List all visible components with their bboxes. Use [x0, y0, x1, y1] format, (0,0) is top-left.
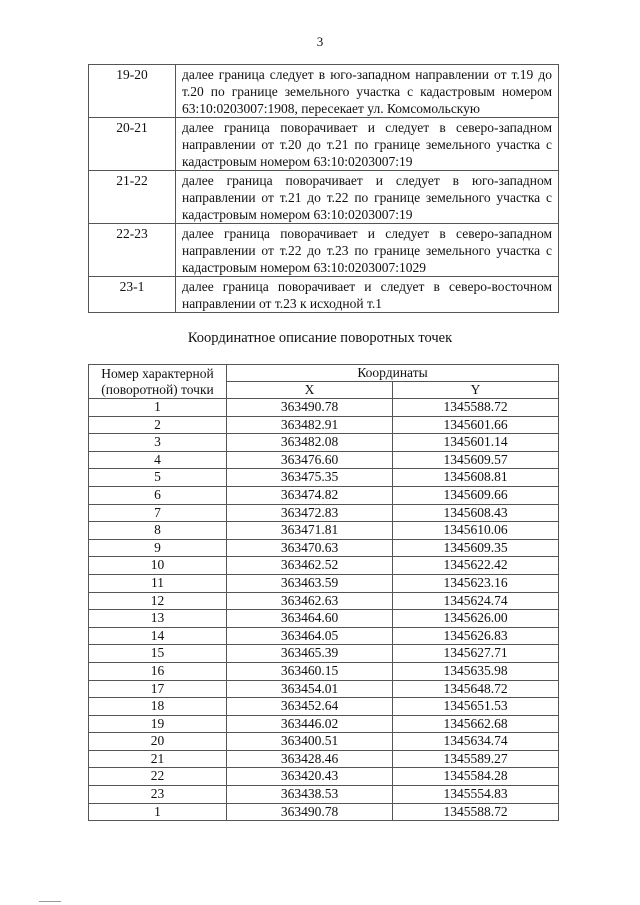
point-number-cell: 12: [89, 592, 227, 610]
y-coordinate-cell: 1345609.57: [393, 451, 559, 469]
point-number-cell: 13: [89, 610, 227, 628]
table-row: [89, 469, 559, 487]
point-number-cell: 9: [89, 539, 227, 557]
x-coordinate-cell: 363438.53: [227, 786, 393, 804]
table-row: [89, 574, 559, 592]
description-cell: далее граница поворачивает и следует в северо-западном направлении от т.20 до т.21 по границе земельного участка с кадастровым номером 63:10:0203007:19: [176, 118, 559, 171]
section-title: Координатное описание поворотных точек: [187, 330, 453, 346]
segment-cell: 21-22: [89, 171, 176, 224]
x-coordinate-cell: 363471.81: [227, 522, 393, 540]
x-coordinate-cell: 363462.63: [227, 592, 393, 610]
page-number: 3: [316, 34, 324, 49]
table-row: [89, 733, 559, 751]
y-coordinate-cell: 1345601.14: [393, 434, 559, 452]
point-number-cell: 11: [89, 574, 227, 592]
point-number-cell: 15: [89, 645, 227, 663]
y-coordinate-cell: 1345651.53: [393, 698, 559, 716]
x-coordinate-cell: 363490.78: [227, 803, 393, 821]
x-coordinate-cell: 363465.39: [227, 645, 393, 663]
table-row: [89, 645, 559, 663]
y-coordinate-cell: 1345623.16: [393, 574, 559, 592]
table-row: [89, 627, 559, 645]
point-number-cell: 4: [89, 451, 227, 469]
table-row: [89, 118, 559, 171]
x-coordinate-cell: 363482.08: [227, 434, 393, 452]
table-row: [89, 65, 559, 118]
y-coordinate-cell: 1345624.74: [393, 592, 559, 610]
point-number-cell: 2: [89, 416, 227, 434]
y-coordinate-cell: 1345622.42: [393, 557, 559, 575]
table-row: [89, 750, 559, 768]
point-number-cell: 1: [89, 399, 227, 417]
point-number-cell: 5: [89, 469, 227, 487]
segment-cell: 22-23: [89, 224, 176, 277]
y-coordinate-cell: 1345635.98: [393, 662, 559, 680]
table-row: [89, 416, 559, 434]
description-cell: далее граница поворачивает и следует в северо-восточном направлении от т.23 к исходной т.1: [176, 277, 559, 313]
segment-cell: 19-20: [89, 65, 176, 118]
point-number-cell: 17: [89, 680, 227, 698]
x-coordinate-cell: 363446.02: [227, 715, 393, 733]
table-row: [89, 539, 559, 557]
x-coordinate-cell: 363475.35: [227, 469, 393, 487]
y-coordinate-cell: 1345648.72: [393, 680, 559, 698]
table-row: [89, 662, 559, 680]
y-coordinate-cell: 1345609.35: [393, 539, 559, 557]
x-coordinate-cell: 363476.60: [227, 451, 393, 469]
table-row: [89, 399, 559, 417]
y-coordinate-cell: 1345601.66: [393, 416, 559, 434]
y-coordinate-cell: 1345609.66: [393, 486, 559, 504]
table-row: [89, 715, 559, 733]
y-coordinate-cell: 1345554.83: [393, 786, 559, 804]
x-coordinate-cell: 363464.05: [227, 627, 393, 645]
point-number-cell: 22: [89, 768, 227, 786]
y-header: Y: [393, 382, 559, 399]
table-row: [89, 277, 559, 313]
table-row: [89, 486, 559, 504]
table-row: [89, 522, 559, 540]
table-row: [89, 171, 559, 224]
point-number-cell: 20: [89, 733, 227, 751]
x-coordinate-cell: 363470.63: [227, 539, 393, 557]
table-row: [89, 768, 559, 786]
point-number-cell: 1: [89, 803, 227, 821]
header-row: [89, 365, 559, 382]
point-number-header: Номер характерной (поворотной) точки: [89, 365, 227, 399]
y-coordinate-cell: 1345610.06: [393, 522, 559, 540]
point-number-cell: 3: [89, 434, 227, 452]
boundary-description-table: [88, 64, 559, 313]
y-coordinate-cell: 1345584.28: [393, 768, 559, 786]
y-coordinate-cell: 1345626.00: [393, 610, 559, 628]
y-coordinate-cell: 1345626.83: [393, 627, 559, 645]
point-number-cell: 14: [89, 627, 227, 645]
point-number-cell: 21: [89, 750, 227, 768]
x-coordinate-cell: 363420.43: [227, 768, 393, 786]
point-number-cell: 6: [89, 486, 227, 504]
x-header: X: [227, 382, 393, 399]
x-coordinate-cell: 363472.83: [227, 504, 393, 522]
x-coordinate-cell: 363460.15: [227, 662, 393, 680]
coordinates-body: [89, 399, 559, 821]
x-coordinate-cell: 363474.82: [227, 486, 393, 504]
description-cell: далее граница поворачивает и следует в юго-западном направлении от т.21 до т.22 по границе земельного участка с кадастровым номером 63:10:0203007:19: [176, 171, 559, 224]
table-row: [89, 698, 559, 716]
table-row: [89, 592, 559, 610]
footnote-divider: [39, 901, 61, 902]
point-number-cell: 7: [89, 504, 227, 522]
point-number-cell: 10: [89, 557, 227, 575]
table-row: [89, 504, 559, 522]
x-coordinate-cell: 363464.60: [227, 610, 393, 628]
x-coordinate-cell: 363482.91: [227, 416, 393, 434]
table-row: [89, 434, 559, 452]
description-cell: далее граница следует в юго-западном направлении от т.19 до т.20 по границе земельного участка с кадастровым номером 63:10:0203007:1908, пересекает ул. Комсомольскую: [176, 65, 559, 118]
x-coordinate-cell: 363490.78: [227, 399, 393, 417]
table-row: [89, 557, 559, 575]
x-coordinate-cell: 363400.51: [227, 733, 393, 751]
table-row: [89, 786, 559, 804]
point-number-cell: 23: [89, 786, 227, 804]
x-coordinate-cell: 363462.52: [227, 557, 393, 575]
description-cell: далее граница поворачивает и следует в северо-западном направлении от т.22 до т.23 по границе земельного участка с кадастровым номером 63:10:0203007:1029: [176, 224, 559, 277]
y-coordinate-cell: 1345608.43: [393, 504, 559, 522]
table-row: [89, 803, 559, 821]
point-number-cell: 18: [89, 698, 227, 716]
y-coordinate-cell: 1345634.74: [393, 733, 559, 751]
y-coordinate-cell: 1345589.27: [393, 750, 559, 768]
coordinates-table: [88, 364, 559, 821]
point-number-cell: 8: [89, 522, 227, 540]
x-coordinate-cell: 363428.46: [227, 750, 393, 768]
table-row: [89, 451, 559, 469]
segment-cell: 23-1: [89, 277, 176, 313]
coordinates-header: Координаты: [227, 365, 559, 382]
point-number-cell: 16: [89, 662, 227, 680]
y-coordinate-cell: 1345588.72: [393, 803, 559, 821]
x-coordinate-cell: 363452.64: [227, 698, 393, 716]
y-coordinate-cell: 1345627.71: [393, 645, 559, 663]
y-coordinate-cell: 1345662.68: [393, 715, 559, 733]
table-row: [89, 224, 559, 277]
segment-cell: 20-21: [89, 118, 176, 171]
table-row: [89, 680, 559, 698]
table-row: [89, 610, 559, 628]
x-coordinate-cell: 363463.59: [227, 574, 393, 592]
y-coordinate-cell: 1345608.81: [393, 469, 559, 487]
point-number-cell: 19: [89, 715, 227, 733]
x-coordinate-cell: 363454.01: [227, 680, 393, 698]
y-coordinate-cell: 1345588.72: [393, 399, 559, 417]
